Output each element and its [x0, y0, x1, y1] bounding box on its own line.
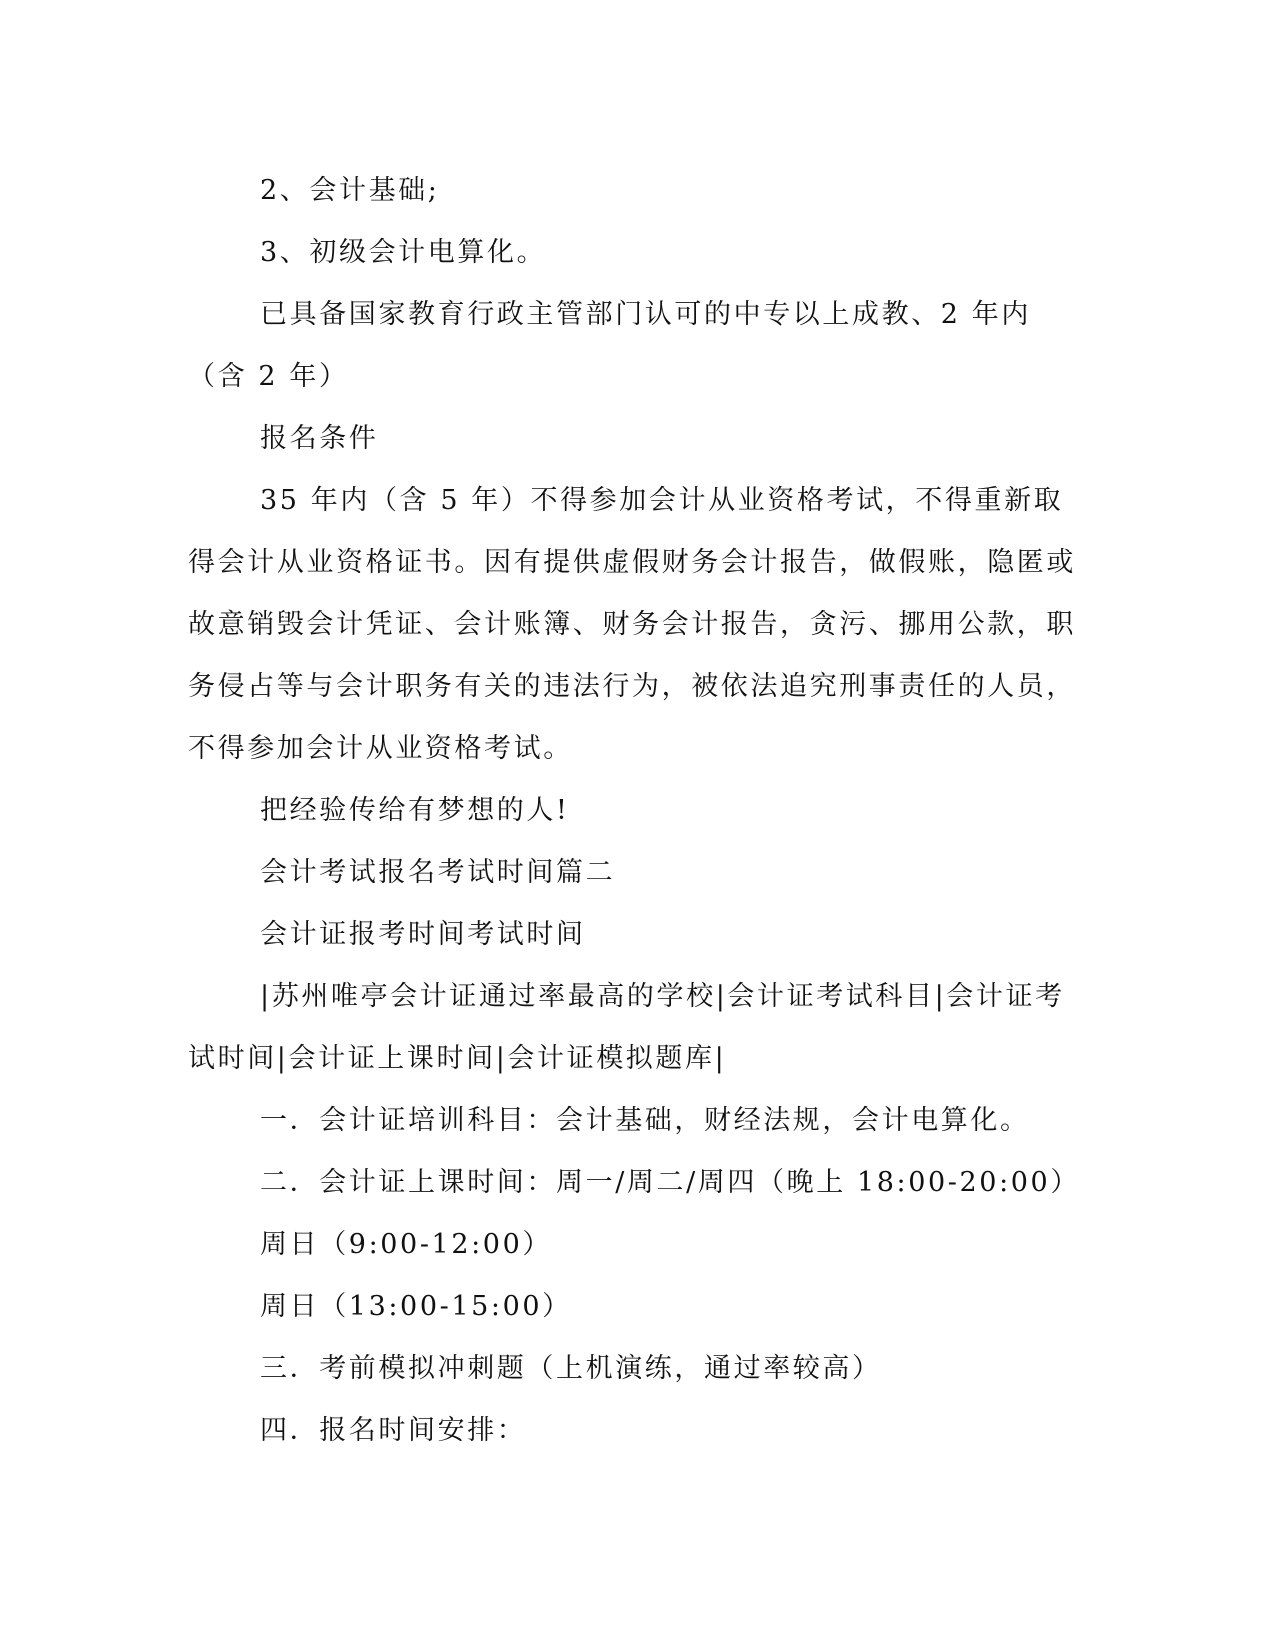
paragraph-1: 2、会计基础;: [260, 175, 440, 206]
paragraph-11: 二．会计证上课时间：周一/周二/周四（晚上 18:00-20:00）: [260, 1167, 1080, 1198]
paragraph-4: 报名条件: [260, 423, 379, 454]
paragraph-9: |苏州唯亭会计证通过率最高的学校|会计证考试科目|会计证考试时间|会计证上课时间|会计证模拟题库|: [188, 981, 1065, 1074]
paragraph-7: 会计考试报名考试时间篇二: [260, 857, 616, 888]
paragraph-5: 35 年内（含 5 年）不得参加会计从业资格考试，不得重新取得会计从业资格证书。因有提供虚假财务会计报告，做假账，隐匿或故意销毁会计凭证、会计账簿、财务会计报告，贪污、挪用公款，职务侵占等与会计职务有关的违法行为，被依法追究刑事责任的人员，不得参加会计从业资格考试。: [188, 485, 1076, 764]
paragraph-2: 3、初级会计电算化。: [260, 237, 547, 268]
paragraph-13: 周日（13:00-15:00）: [260, 1291, 572, 1322]
paragraph-3: 已具备国家教育行政主管部门认可的中专以上成教、2 年内（含 2 年）: [188, 299, 1031, 392]
paragraph-15: 四．报名时间安排：: [260, 1415, 527, 1446]
paragraph-10: 一．会计证培训科目：会计基础，财经法规，会计电算化。: [260, 1105, 1030, 1136]
paragraph-6: 把经验传给有梦想的人!: [260, 795, 570, 826]
document-body: [188, 160, 1078, 1462]
paragraph-14: 三．考前模拟冲刺题（上机演练，通过率较高）: [260, 1353, 882, 1384]
paragraph-8: 会计证报考时间考试时间: [260, 919, 586, 950]
paragraph-12: 周日（9:00-12:00）: [260, 1229, 552, 1260]
